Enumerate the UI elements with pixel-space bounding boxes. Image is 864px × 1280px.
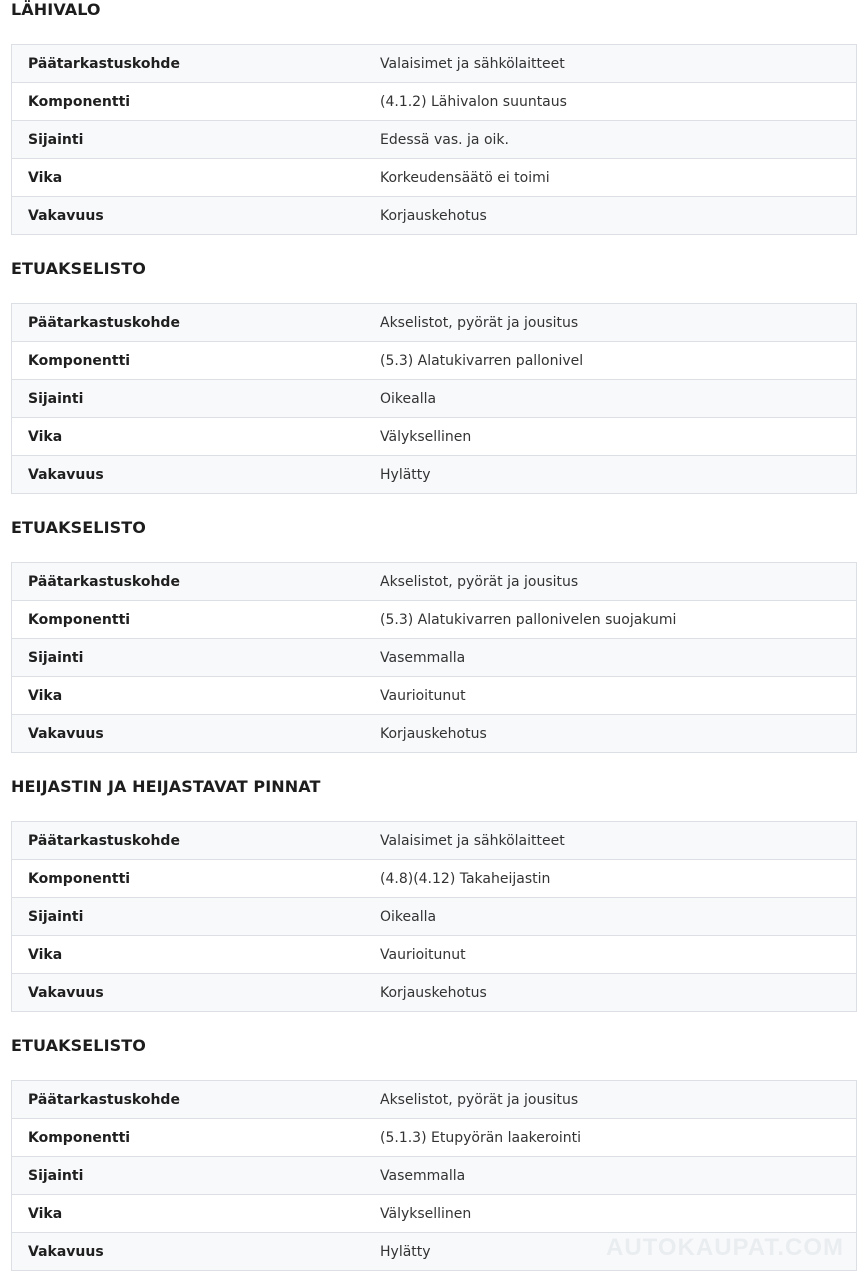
row-label: Sijainti xyxy=(28,908,84,925)
row-label: Vika xyxy=(28,428,63,445)
section-title: LÄHIVALO xyxy=(11,0,101,19)
row-label: Päätarkastuskohde xyxy=(28,55,180,72)
section-title: HEIJASTIN JA HEIJASTAVAT PINNAT xyxy=(11,777,321,796)
row-value: Oikealla xyxy=(380,390,437,407)
fault-table xyxy=(11,303,857,494)
table-row xyxy=(12,379,856,417)
row-value: Valaisimet ja sähkölaitteet xyxy=(380,832,565,849)
table-row xyxy=(12,822,856,859)
table-row xyxy=(12,45,856,82)
fault-table xyxy=(11,562,857,753)
row-label: Vakavuus xyxy=(28,466,104,483)
row-value: Akselistot, pyörät ja jousitus xyxy=(380,573,579,590)
row-label: Päätarkastuskohde xyxy=(28,573,180,590)
row-value: (5.3) Alatukivarren pallonivel xyxy=(380,352,584,369)
section-title: ETUAKSELISTO xyxy=(11,1036,146,1055)
table-row xyxy=(12,935,856,973)
row-label: Sijainti xyxy=(28,131,84,148)
table-row xyxy=(12,1081,856,1118)
row-value: Korjauskehotus xyxy=(380,207,487,224)
row-value: Hylätty xyxy=(380,1243,431,1260)
row-label: Vika xyxy=(28,1205,63,1222)
table-row xyxy=(12,973,856,1011)
table-row xyxy=(12,158,856,196)
row-label: Sijainti xyxy=(28,1167,84,1184)
row-label: Vika xyxy=(28,946,63,963)
row-label: Komponentti xyxy=(28,611,131,628)
row-label: Vika xyxy=(28,687,63,704)
row-label: Komponentti xyxy=(28,870,131,887)
table-row xyxy=(12,638,856,676)
row-label: Komponentti xyxy=(28,352,131,369)
row-label: Sijainti xyxy=(28,649,84,666)
row-value: Vaurioitunut xyxy=(380,946,466,963)
table-row xyxy=(12,417,856,455)
table-row xyxy=(12,1194,856,1232)
table-row xyxy=(12,120,856,158)
row-value: Edessä vas. ja oik. xyxy=(380,131,509,148)
section-title: ETUAKSELISTO xyxy=(11,518,146,537)
row-value: Välyksellinen xyxy=(380,428,472,445)
table-row xyxy=(12,196,856,234)
table-row xyxy=(12,1156,856,1194)
section-title: ETUAKSELISTO xyxy=(11,259,146,278)
table-row xyxy=(12,714,856,752)
row-label: Komponentti xyxy=(28,93,131,110)
row-value: (5.1.3) Etupyörän laakerointi xyxy=(380,1129,582,1146)
row-label: Vakavuus xyxy=(28,1243,104,1260)
table-row xyxy=(12,304,856,341)
fault-table xyxy=(11,44,857,235)
fault-section xyxy=(11,518,857,753)
fault-section xyxy=(11,777,857,1012)
row-value: Vasemmalla xyxy=(380,1167,466,1184)
table-row xyxy=(12,563,856,600)
row-value: Korkeudensäätö ei toimi xyxy=(380,169,550,186)
row-value: Vaurioitunut xyxy=(380,687,466,704)
table-row xyxy=(12,455,856,493)
table-row xyxy=(12,341,856,379)
row-label: Komponentti xyxy=(28,1129,131,1146)
row-value: (4.1.2) Lähivalon suuntaus xyxy=(380,93,567,110)
fault-table xyxy=(11,821,857,1012)
fault-section xyxy=(11,0,857,235)
row-value: Korjauskehotus xyxy=(380,725,487,742)
row-value: (5.3) Alatukivarren pallonivelen suojakumi xyxy=(380,611,677,628)
row-label: Päätarkastuskohde xyxy=(28,1091,180,1108)
row-label: Päätarkastuskohde xyxy=(28,832,180,849)
row-value: Välyksellinen xyxy=(380,1205,472,1222)
fault-section xyxy=(11,259,857,494)
table-row xyxy=(12,897,856,935)
row-value: Vasemmalla xyxy=(380,649,466,666)
row-label: Vakavuus xyxy=(28,725,104,742)
table-row xyxy=(12,859,856,897)
table-row xyxy=(12,82,856,120)
table-row xyxy=(12,600,856,638)
row-value: Valaisimet ja sähkölaitteet xyxy=(380,55,565,72)
row-value: Oikealla xyxy=(380,908,437,925)
row-value: Akselistot, pyörät ja jousitus xyxy=(380,1091,579,1108)
row-label: Vakavuus xyxy=(28,984,104,1001)
table-row xyxy=(12,1118,856,1156)
row-label: Päätarkastuskohde xyxy=(28,314,180,331)
row-value: Hylätty xyxy=(380,466,431,483)
row-value: Korjauskehotus xyxy=(380,984,487,1001)
row-label: Sijainti xyxy=(28,390,84,407)
row-label: Vakavuus xyxy=(28,207,104,224)
row-value: (4.8)(4.12) Takaheijastin xyxy=(380,870,551,887)
row-value: Akselistot, pyörät ja jousitus xyxy=(380,314,579,331)
watermark-logo: AUTOKAUPAT.COM xyxy=(606,1234,844,1261)
table-row xyxy=(12,676,856,714)
row-label: Vika xyxy=(28,169,63,186)
inspection-faults-list xyxy=(11,0,857,1271)
